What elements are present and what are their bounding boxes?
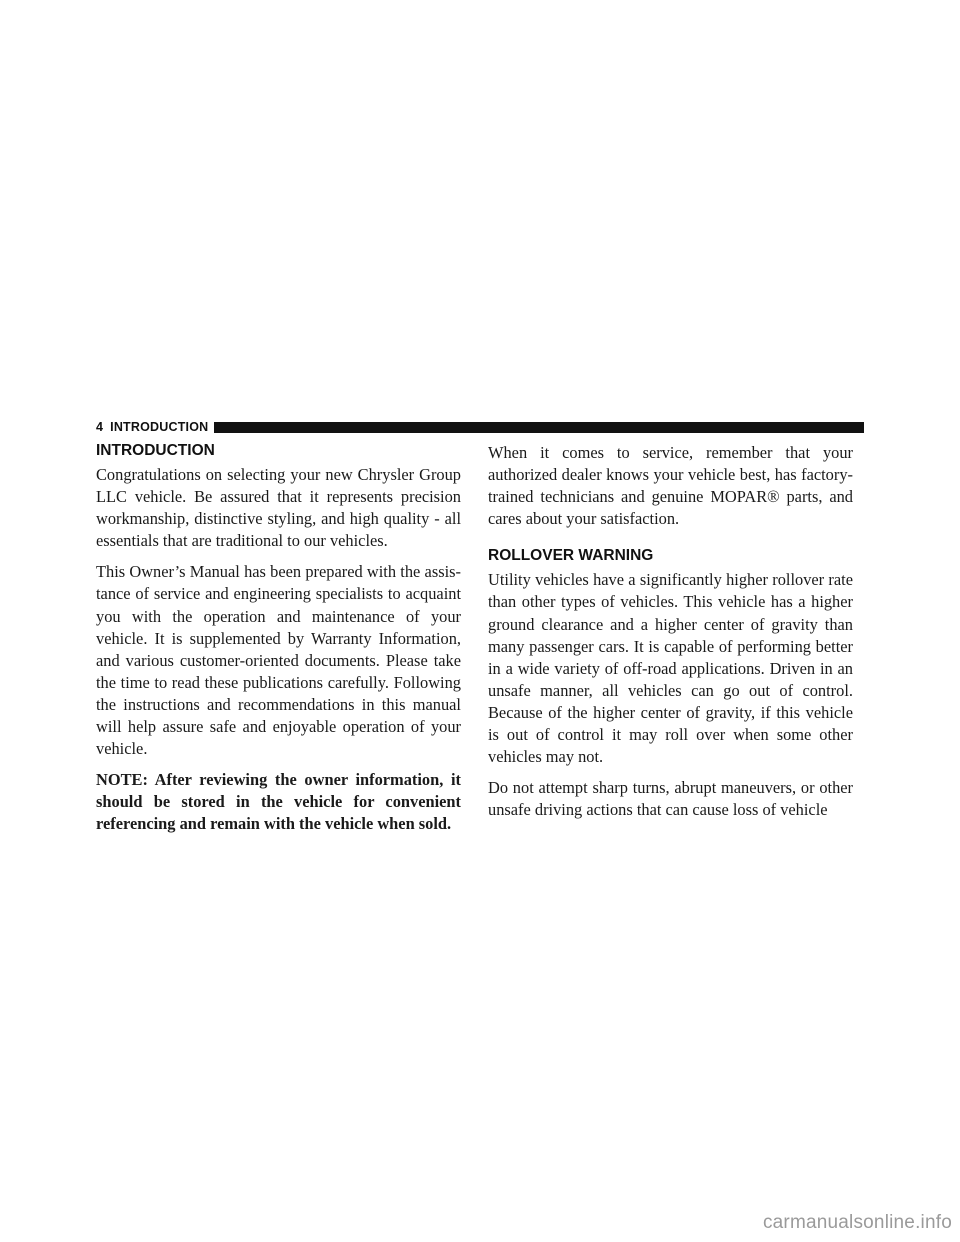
right-column [488, 442, 853, 821]
rollover-paragraph-1: Utility vehicles have a significantly higher rollover rate than other types of vehicles. This vehicle has a higher ground clearance and a higher center of gravity than many passenger cars. It is capable of performing better in a wide variety of off-road applications. Driven in an unsafe manner, all vehicles can go out of control. Because of the higher center of gravity, if this vehicle is out of control it may roll over when some other vehicles may not. [488, 570, 853, 767]
running-header [96, 421, 864, 433]
rollover-paragraph-2: Do not attempt sharp turns, abrupt maneuvers, or other unsafe driving actions that can cause loss of vehicle [488, 778, 853, 820]
running-header-title: INTRODUCTION [110, 420, 209, 434]
introduction-heading: INTRODUCTION [96, 442, 215, 459]
intro-paragraph-2: This Owner’s Manual has been prepared with the assistance of service and engineering specialists to acquaint you with the operation and maintenance of your vehicle. It is supplemented by Warranty Information, and various customer-oriented documents. Please take the time to read these publications carefully. Following the instructions and recommendations in this manual will help assure safe and enjoyable operation of your vehicle. [96, 562, 461, 759]
note-paragraph: NOTE: After reviewing the owner information, it should be stored in the vehicle for convenient referencing and remain with the vehicle when sold. [96, 770, 461, 834]
left-column [96, 442, 461, 836]
intro-paragraph-1: Congratulations on selecting your new Chrysler Group LLC vehicle. Be assured that it represents precision workmanship, distinctive styling, and high quality - all essentials that are traditional to our vehicles. [96, 465, 461, 551]
rollover-warning-heading: ROLLOVER WARNING [488, 547, 654, 565]
header-rule [214, 422, 864, 433]
service-paragraph: When it comes to service, remember that your authorized dealer knows your vehicle best, has factory-trained technicians and genuine MOPAR® parts, and cares about your satisfaction. [488, 443, 853, 529]
watermark: carmanualsonline.info [762, 1212, 952, 1233]
page-number: 4 [96, 420, 104, 434]
